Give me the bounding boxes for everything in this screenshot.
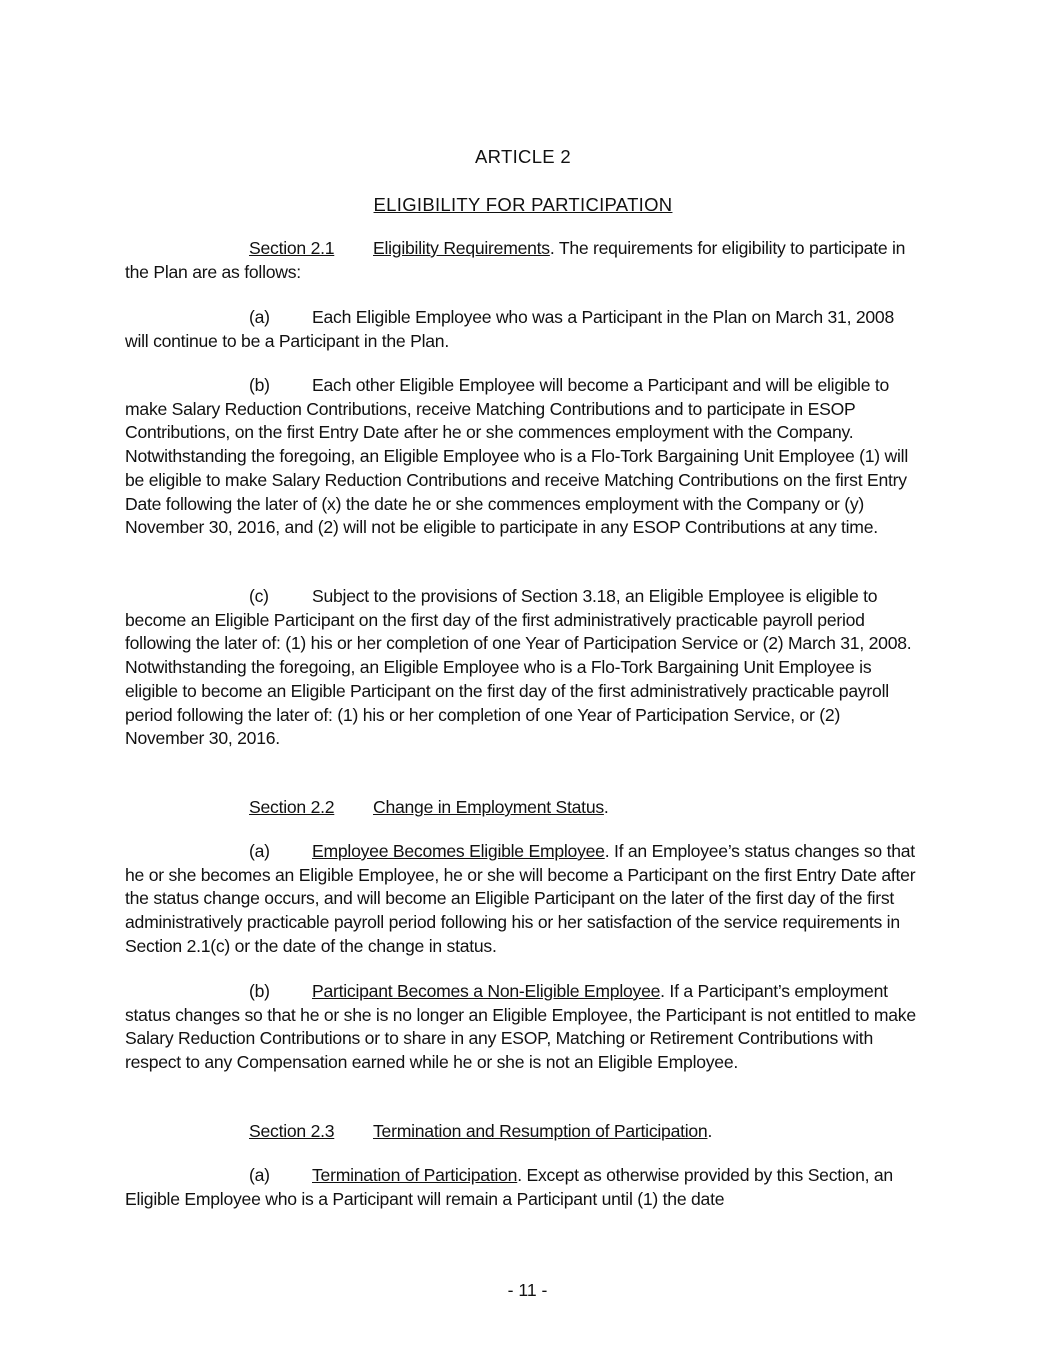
section-2-2-a-label: (a) [249,841,270,861]
section-2-2-a [125,840,921,959]
section-2-2-b-title: Participant Becomes a Non-Eligible Employee [312,981,661,1001]
article-heading: ELIGIBILITY FOR PARTICIPATION [373,194,673,215]
section-2-3-a-text: . Except as otherwise provided by this Section, an Eligible Employee who is a Participant will remain a Participant until (1) the date [125,1165,893,1209]
section-2-1-intro [125,237,921,284]
section-2-2-b-label: (b) [249,981,270,1001]
section-2-1-a-label: (a) [249,307,270,327]
section-2-1-c-label: (c) [249,586,269,606]
section-2-2-a-title: Employee Becomes Eligible Employee [312,841,605,861]
section-2-1-intro-text: . The requirements for eligibility to participate in the Plan are as follows: [125,238,906,282]
section-2-1-b [125,374,921,540]
section-2-2-number: Section 2.2 [249,797,335,817]
page-number: - 11 - [507,1280,548,1300]
section-2-3-a [125,1164,921,1211]
article-title: ARTICLE 2 [475,146,571,167]
section-2-3-a-title: Termination of Participation [312,1165,518,1185]
section-2-3-title: Termination and Resumption of Participation [373,1121,708,1141]
section-2-2-end: . [603,797,609,817]
section-2-1-b-text: Each other Eligible Employee will become a Participant and will be eligible to make Salary Reduction Contributions, receive Matching Contributions and to participate in ESOP Contributions, on the first Entry Date after he or she commences employment with the Company. Notwithstanding the foregoing, an Eligible Employee who is a Flo-Tork Bargaining Unit Employee (1) will be eligible to make Salary Reduction Contributions and receive Matching Contributions on the first Entry Date following the later of (x) the date he or she commences employment with the Company or (y) November 30, 2016, and (2) will not be eligible to participate in any ESOP Contributions at any time. [125,375,908,538]
section-2-1-number: Section 2.1 [249,238,335,258]
section-2-3-end: . [707,1121,713,1141]
section-2-2-a-text: . If an Employee’s status changes so that he or she becomes an Eligible Employee, he or she will become a Participant on the first Entry Date after the status change occurs, and will become an Eligible Participant on the later of the first day of the first administratively practicable payroll period following his or her satisfaction of the service requirements in Section 2.1(c) or the date of the change in status. [125,841,916,956]
section-2-1-a-text: Each Eligible Employee who was a Participant in the Plan on March 31, 2008 will continue to be a Participant in the Plan. [125,307,894,351]
section-2-1-c-text: Subject to the provisions of Section 3.18, an Eligible Employee is eligible to become an Eligible Participant on the first day of the first administratively practicable payroll period following the later of: (1) his or her completion of one Year of Participation Service or (2) March 31, 2008. Notwithstanding the foregoing, an Eligible Employee who is a Flo-Tork Bargaining Unit Employee is eligible to become an Eligible Participant on the first day of the first administratively practicable payroll period following the later of: (1) his or her completion of one Year of Participation Service, or (2) November 30, 2016. [125,586,912,749]
section-2-3-number: Section 2.3 [249,1121,335,1141]
section-2-2-b-text: . If a Participant’s employment status changes so that he or she is no longer an Eligible Employee, the Participant is not entitled to make Salary Reduction Contributions or to share in any ESOP, Matching or Retirement Contributions with respect to any Compensation earned while he or she is not an Eligible Employee. [125,981,916,1073]
section-2-1-b-label: (b) [249,375,270,395]
section-2-2-b [125,980,921,1075]
section-2-3-heading [125,1120,921,1144]
section-2-3-a-label: (a) [249,1165,270,1185]
section-2-1-c [125,585,921,751]
section-2-1-title: Eligibility Requirements [373,238,550,258]
section-2-1-a [125,306,921,353]
section-2-2-title: Change in Employment Status [373,797,604,817]
section-2-2-heading [125,796,921,820]
